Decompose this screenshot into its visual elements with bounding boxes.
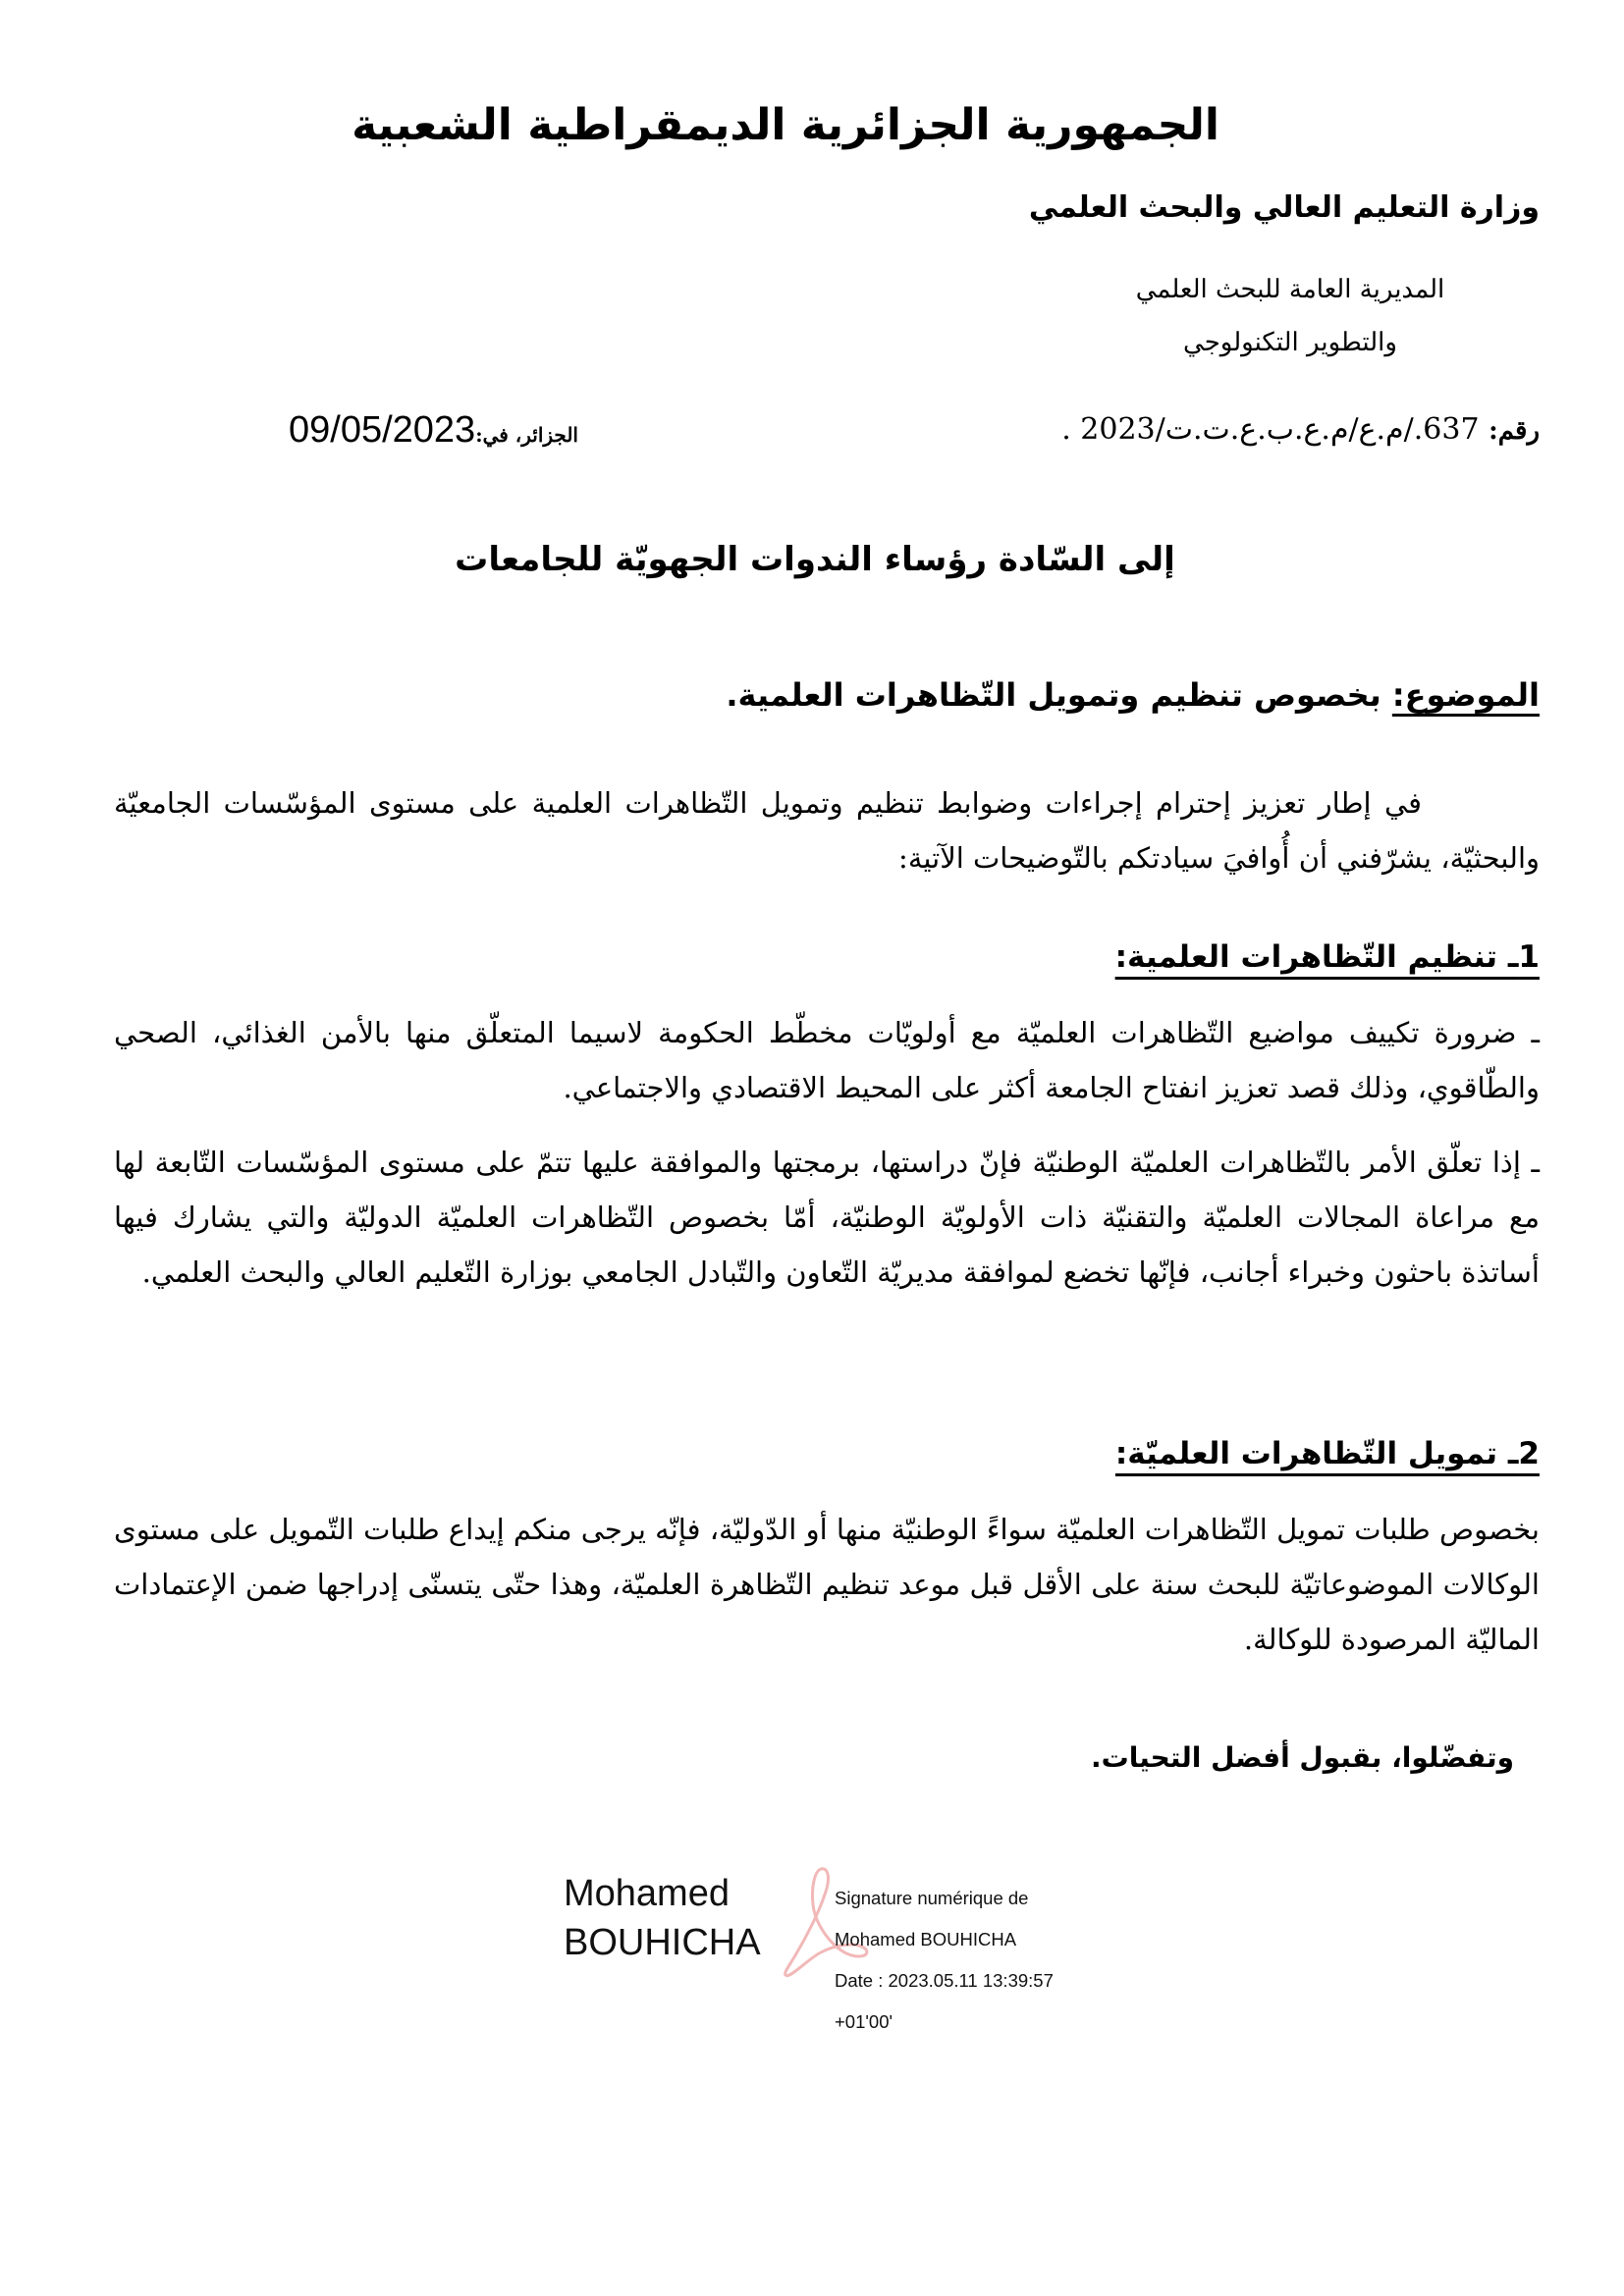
reference-number: [1061, 410, 1540, 451]
date-value: 09/05/2023: [289, 409, 476, 451]
republic-title: الجمهورية الجزائرية الديمقراطية الشعبية: [352, 100, 1219, 150]
ministry-name: وزارة التعليم العالي والبحث العلمي: [1028, 190, 1540, 225]
date-city-label: الجزائر، في:: [475, 423, 578, 447]
addressee: إلى السّادة رؤساء الندوات الجهويّة للجامعات: [455, 540, 1175, 579]
section-2-paragraph-1: بخصوص طلبات تمويل التّظاهرات العلميّة سواءً الوطنيّة منها أو الدّوليّة، فإنّه يرجى منكم إيداع طلبات التّمويل على مستوى الوكالات الموضوعاتيّة للبحث سنة على الأقل قبل موعد تنظيم التّظاهرة العلميّة، وهذا حتّى يتسنّى إدراجها ضمن الإعتمادات الماليّة المرصودة للوكالة.: [114, 1513, 1540, 1656]
subject-line: [726, 667, 1540, 722]
signature-details: [835, 1867, 1054, 2053]
section-2-heading: 2ـ تمويل التّظاهرات العلميّة:: [1114, 1436, 1540, 1471]
reference-code: /م.ع/م.ع.ب.ع.ت.ت/2023 .: [1061, 412, 1414, 447]
signature-details-line-3: Date : 2023.05.11 13:39:57: [835, 1970, 1054, 1991]
signature-details-line-2: Mohamed BOUHICHA: [835, 1929, 1017, 1949]
section-1-heading: 1ـ تنظيم التّظاهرات العلمية:: [1114, 939, 1540, 975]
signer-name: [564, 1869, 761, 1967]
signer-last-name: BOUHICHA: [564, 1922, 761, 1963]
directorate-name: [1084, 263, 1496, 369]
reference-number-value: 637.: [1413, 412, 1480, 447]
section-1-paragraph-2: ـ إذا تعلّق الأمر بالتّظاهرات العلميّة الوطنيّة فإنّ دراستها، برمجتها والموافقة عليها تتمّ على مستوى المؤسّسات التّابعة لها مع مراعاة المجالات العلميّة والتقنيّة ذات الأولويّة الوطنيّة، أمّا بخصوص التّظاهرات العلميّة الدوليّة والتي يشارك فيها أساتذة باحثون وخبراء أجانب، فإنّها تخضع لموافقة مديريّة التّعاون والتّبادل الجامعي بوزارة التّعليم العالي والبحث العلمي.: [114, 1146, 1540, 1289]
subject-label: الموضوع:: [1391, 676, 1540, 714]
subject-text: بخصوص تنظيم وتمويل التّظاهرات العلمية.: [726, 676, 1381, 714]
digital-signature[interactable]: [564, 1865, 1113, 2032]
intro-paragraph: في إطار تعزيز إحترام إجراءات وضوابط تنظيم وتمويل التّظاهرات العلمية على مستوى المؤسّسات الجامعيّة والبحثيّة، يشرّفني أن أُوافيَ سيادتكم بالتّوضيحات الآتية:: [114, 786, 1540, 875]
reference-value: [1061, 412, 1479, 447]
section-1-paragraph-1: ـ ضرورة تكييف مواضيع التّظاهرات العلميّة مع أولويّات مخطّط الحكومة لاسيما المتعلّق منها بالأمن الغذائي، الصحي والطّاقوي، وذلك قصد تعزيز انفتاح الجامعة أكثر على المحيط الاقتصادي والاجتماعي.: [114, 1016, 1540, 1104]
closing-salutation: وتفضّلوا، بقبول أفضل التحيات.: [1090, 1741, 1514, 1774]
date-line: [289, 410, 578, 454]
reference-label: رقم:: [1489, 416, 1540, 446]
signature-details-line-4: +01'00': [835, 2011, 893, 2032]
directorate-line-2: والتطوير التكنولوجي: [1183, 328, 1397, 357]
signer-first-name: Mohamed: [564, 1873, 730, 1914]
signature-details-line-1: Signature numérique de: [835, 1888, 1029, 1908]
directorate-line-1: المديرية العامة للبحث العلمي: [1135, 275, 1445, 304]
